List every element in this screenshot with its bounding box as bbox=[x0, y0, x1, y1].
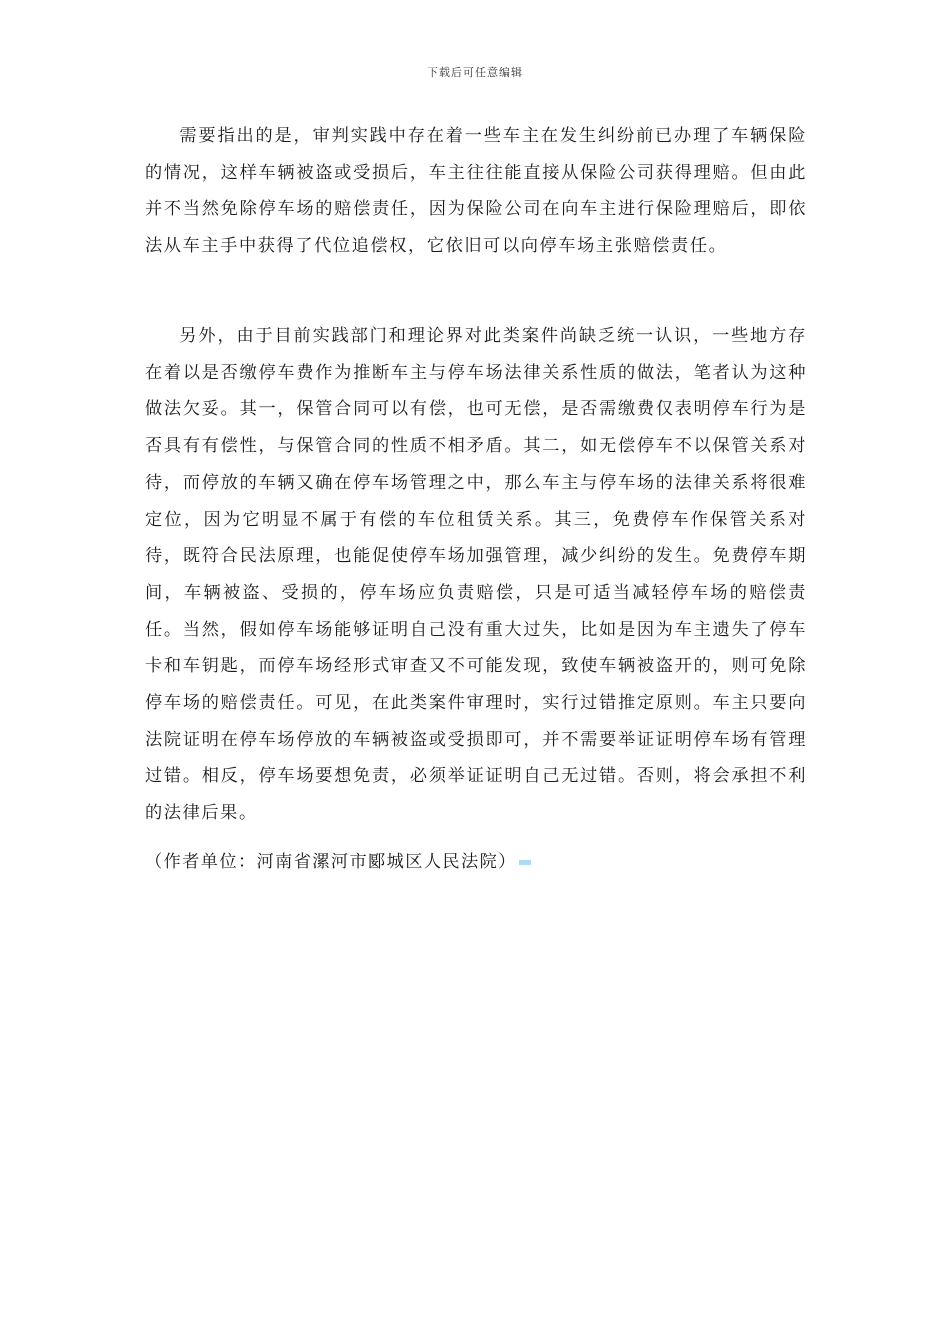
author-affiliation bbox=[145, 848, 531, 876]
paragraph-free-parking: 另外，由于目前实践部门和理论界对此类案件尚缺乏统一认识，一些地方存在着以是否缴停车费作为推断车主与停车场法律关系性质的做法，笔者认为这种做法欠妥。其一，保管合同可以有偿，也可无偿，是否需缴费仅表明停车行为是否具有有偿性，与保管合同的性质不相矛盾。其二，如无偿停车不以保管关系对待，而停放的车辆又确在停车场管理之中，那么车主与停车场的法律关系将很难定位，因为它明显不属于有偿的车位租赁关系。其三，免费停车作保管关系对待，既符合民法原理，也能促使停车场加强管理，减少纠纷的发生。免费停车期间，车辆被盗、受损的，停车场应负责赔偿，只是可适当减轻停车场的赔偿责任。当然，假如停车场能够证明自己没有重大过失，比如是因为车主遗失了停车卡和车钥匙，而停车场经形式审查又不可能发现，致使车辆被盗开的，则可免除停车场的赔偿责任。可见，在此类案件审理时，实行过错推定原则。车主只要向法院证明在停车场停放的车辆被盗或受损即可，并不需要举证证明停车场有管理过错。相反，停车场要想免责，必须举证证明自己无过错。否则，将会承担不利的法律后果。 bbox=[145, 326, 807, 824]
end-mark-icon bbox=[519, 860, 531, 865]
author-affiliation-text: （作者单位：河南省漯河市郾城区人民法院） bbox=[145, 852, 517, 872]
paragraph-insurance: 需要指出的是，审判实践中存在着一些车主在发生纠纷前已办理了车辆保险的情况，这样车辆被盗或受损后，车主往往能直接从保险公司获得理赔。但由此并不当然免除停车场的赔偿责任，因为保险公司在向车主进行保险理赔后，即依法从车主手中获得了代位追偿权，它依旧可以向停车场主张赔偿责任。 bbox=[145, 126, 807, 257]
header-note: 下载后可任意编辑 bbox=[427, 66, 523, 79]
